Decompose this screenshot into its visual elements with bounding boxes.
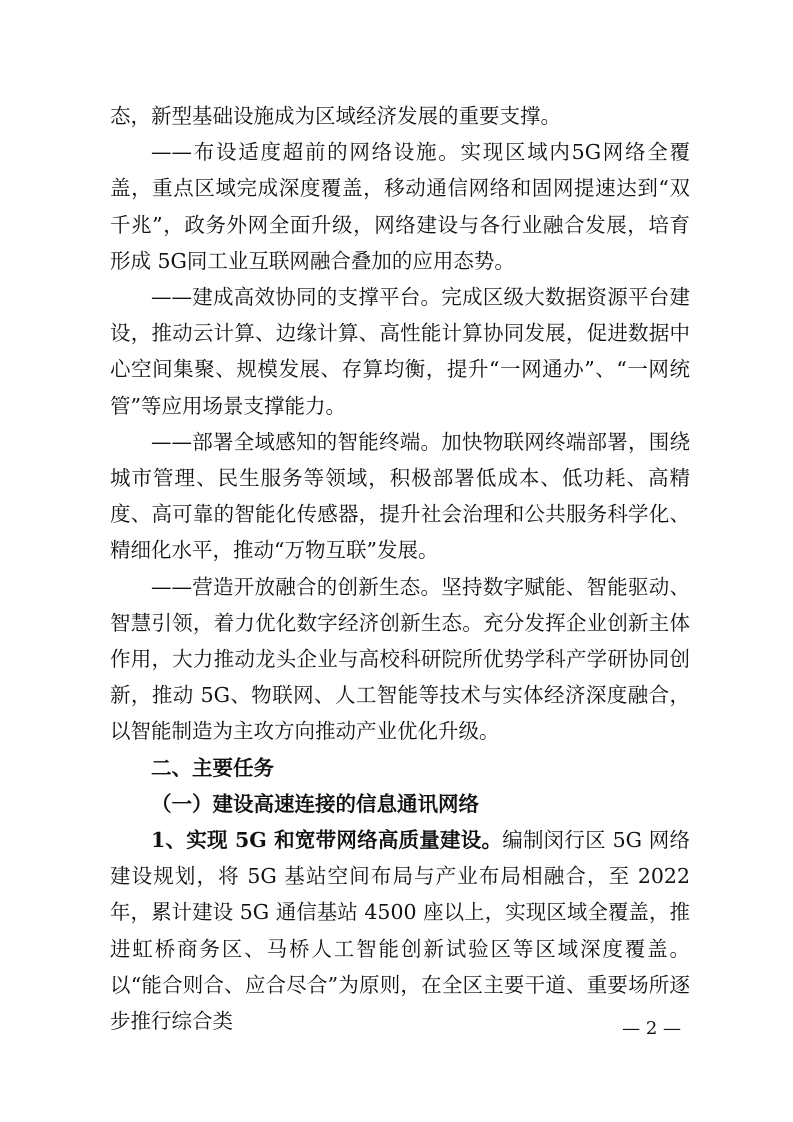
paragraph-support-platform: ——建成高效协同的支撑平台。完成区级大数据资源平台建设，推动云计算、边缘计算、高性能计算协同发展，促进数据中心空间集聚、规模发展、存算均衡，提升“一网通办”、“一网统管”等应用场景支撑能力。: [110, 285, 690, 418]
page-number: — 2 —: [622, 1018, 681, 1039]
item-paragraph: [110, 822, 690, 1039]
paragraph-network-facilities: ——布设适度超前的网络设施。实现区域内5G网络全覆盖，重点区域完成深度覆盖，移动通信网络和固网提速达到“双千兆”，政务外网全面升级，网络建设与各行业融合发展，培育形成 5G同工业互联网融合叠加的应用态势。: [110, 140, 690, 273]
paragraph-continuation: 态，新型基础设施成为区域经济发展的重要支撑。: [110, 104, 561, 128]
section-heading: 二、主要任务: [151, 755, 274, 780]
paragraph-smart-terminals: ——部署全域感知的智能终端。加快物联网终端部署，围绕城市管理、民生服务等领域，积极部署低成本、低功耗、高精度、高可靠的智能化传感器，提升社会治理和公共服务科学化、精细化水平，推动“万物互联”发展。: [110, 429, 690, 563]
item-lead: 1、实现 5G 和宽带网络高质量建设。: [151, 828, 503, 853]
paragraph-innovation-ecosystem: ——营造开放融合的创新生态。坚持数字赋能、智能驱动、智慧引领，着力优化数字经济创新生态。充分发挥企业创新主体作用，大力推动龙头企业与高校科研院所优势学科产学研协同创新，推动 5G、物联网、人工智能等技术与实体经济深度融合，以智能制造为主攻方向推动产业优化升级。: [110, 574, 690, 744]
page-body: [110, 98, 690, 1039]
item-text: 编制闵行区 5G 网络建设规划，将 5G 基站空间布局与产业布局相融合，至 2022 年，累计建设 5G 通信基站 4500 座以上，实现区域全覆盖，推进虹桥商务区、马桥人工智能创新试验区等区域深度覆盖。以“能合则合、应合尽合”为原则，在全区主要干道、重要场所逐步推行综合类: [110, 828, 691, 1034]
subsection-heading: （一）建设高速连接的信息通讯网络: [151, 791, 479, 816]
